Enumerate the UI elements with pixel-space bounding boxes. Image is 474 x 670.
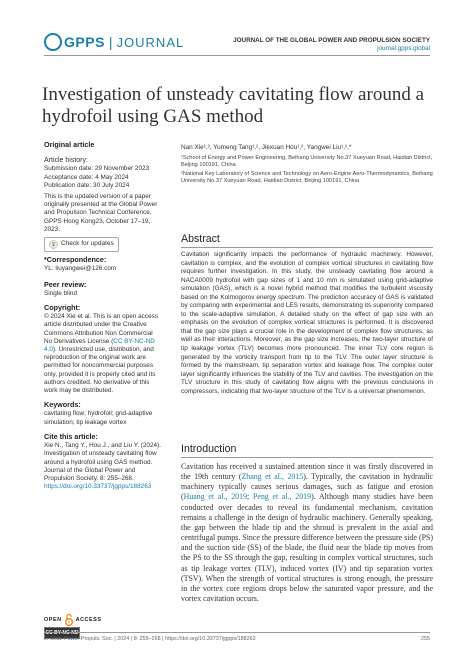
check-updates-icon bbox=[49, 240, 58, 249]
logo-separator: | bbox=[108, 34, 113, 50]
check-updates-label: Check for updates bbox=[61, 240, 114, 248]
abstract-heading: Abstract bbox=[181, 233, 220, 245]
check-updates-button[interactable] bbox=[44, 237, 119, 252]
journal-name: JOURNAL OF THE GLOBAL POWER AND PROPULSION SOCIETY bbox=[233, 37, 430, 44]
doi-link[interactable]: https://doi.org/10.33737/jgpps/188263 bbox=[44, 483, 152, 491]
abstract-text: Cavitation significantly impacts the performance of hydraulic machinery. However, cavitation is complex, and the evolution of complex vortical structures in cavitating flow requires further investigation. In this study, the unsteady cavitating flow around a NACA0009 hydrofoil with gap sizes of 1 and 10 mm is simulated using grid-adaptive simulation (GAS), which is a novel hybrid method that modifies the turbulent viscosity based on the Kolmogorov energy spectrum. The prediction accuracy of GAS is validated by comparing with experimental and LES results, demonstrating its superiority compared to the scale-adaptive simulation. A detailed study on the effect of gap size with an emphasis on the evolution of complex vortical structures is performed. It is discovered that the gap size plays a crucial role in the development of complex flow structures, as well as their interactions. Moreover, as the gap size increases, the two-layer structure of tip leakage vortex (TLV) becomes more pronounced. The inner TLV core region is generated by the vorticity transport from tip to the TLV. The outer layer structure is formed by the mainstream, tip separation vortex and leakage flow. The complex outer layer significantly influences the stability of the TLV and cavities. The investigation on the TLV structure in this study of cavitating flow aligns with the previous conclusions in compressors, indicating that two-layer structure of the TLV is a universal phenomenon. bbox=[181, 251, 433, 395]
author-list: Nan Xie¹,², Yumeng Tang¹,², Jiexuan Hou¹,², Yangwei Liu¹,²,* bbox=[181, 144, 352, 151]
introduction-heading: Introduction bbox=[181, 443, 237, 455]
article-title: Investigation of unsteady cavitating flow around a hydrofoil using GAS method bbox=[42, 84, 425, 127]
license-link[interactable]: CC BY-NC-ND 4.0 bbox=[44, 337, 155, 354]
page-number: 255 bbox=[421, 636, 430, 642]
copyright-heading: Copyright: bbox=[44, 303, 81, 313]
citation-huang-2019[interactable]: Huang et al., 2019 bbox=[183, 492, 248, 502]
keywords-heading: Keywords: bbox=[44, 400, 81, 410]
copyright-part-a: © 2024 Xie et al. This is an open access article distributed under the Creative Commons Attribution Non Commercial No Derivatives License ( bbox=[44, 313, 159, 345]
correspondence-heading: *Correspondence: bbox=[44, 255, 107, 265]
introduction-text bbox=[181, 462, 433, 604]
cc-license-badge[interactable]: CC BY-NC-ND bbox=[44, 627, 80, 639]
article-type: Original article bbox=[44, 140, 95, 149]
intro-part-2: ). Typically, the cavitation in hydraulic machinery typically causes serious damages, such as fatigue and erosion ( bbox=[181, 472, 433, 502]
publication-date: Publication date: 30 July 2024 bbox=[44, 181, 130, 189]
intro-part-1: Cavitation has received a sustained attention since it was firstly discovered in the 19th century ( bbox=[181, 462, 433, 482]
copyright-text bbox=[44, 313, 162, 395]
open-access-badge bbox=[44, 613, 102, 626]
footer-rule bbox=[44, 632, 430, 633]
keywords-text: cavitating flow; hydrofoil; grid-adaptive simulation; tip leakage vortex bbox=[44, 410, 153, 426]
citation-peng-2019[interactable]: Peng et al., 2019 bbox=[252, 492, 312, 502]
intro-part-4: ). Although many studies have been conducted over decades to reveal its fundamental mechanism, cavitation remains a challenge in the design of hydraulic machinery. Generally speaking, the gap between the blade tip and the shroud is prevalent in the axial and centrifugal pumps. Since the pressure difference between the pressure side (PS) and the suction side (SS) of the blade, the fluid near the blade tip moves from the PS to the SS through the gap, resulting in complex vortical structures, such as tip leakage vortex (TLV), induced vortex (IV) and tip separation vortex (TSV). When the strength of vortical structures is strong enough, the pressure in the vortex core regions drops below the saturated vapor pressure, and the vortex cavitation occurs. bbox=[181, 492, 433, 604]
access-label: ACCESS bbox=[75, 616, 102, 623]
copyright-part-b: ). Unrestricted use, distribution, and reproduction of the original work are permitted for noncommercial purposes only, provided it is properly cited and its authors credited. No derivative of this work may be distributed. bbox=[44, 346, 156, 395]
peer-review-heading: Peer review: bbox=[44, 279, 87, 289]
abstract-rule bbox=[181, 247, 433, 248]
logo-text: GPPS bbox=[64, 34, 105, 50]
footer-citation: J. Glob. Power Propuls. Soc. | 2024 | 8: 255–268 | https://doi.org/10.33737/jgpps/188263 bbox=[44, 636, 256, 642]
citation-zhang-2015[interactable]: Zhang et al., 2015 bbox=[241, 472, 304, 482]
cite-heading: Cite this article: bbox=[44, 431, 98, 441]
open-label: OPEN bbox=[44, 616, 62, 623]
introduction-rule bbox=[181, 457, 433, 458]
affiliation-1: ¹School of Energy and Power Engineering, Beihang University No.37 Xueyuan Road, Haidian District, Beijing 100191, China bbox=[181, 155, 433, 168]
correspondence-email[interactable]: YL: liuyangwei@126.com bbox=[44, 265, 117, 273]
acceptance-date: Acceptance date: 4 May 2024 bbox=[44, 173, 129, 181]
header-rule bbox=[44, 55, 430, 56]
affiliation-2: ²National Key Laboratory of Science and Technology on Aero-Engine Aero-Thermodynamics, Beihang University No.37 Xueyuan Road, Haidian District, Beijing 100191, China bbox=[181, 171, 433, 184]
conference-note: This is the updated version of a paper originally presented at the Global Power and Propulsion Technical Conference, GPPS Hong Kong23, October 17–19, 2023. bbox=[44, 193, 158, 233]
journal-url[interactable]: journal.gpps.global bbox=[377, 45, 430, 52]
gpps-logo-icon bbox=[44, 33, 62, 51]
cite-body: Xie N., Tang Y., Hou J., and Liu Y. (2024). Investigation of unsteady cavitating flow around a hydrofoil using GAS method. Journal of the Global Power and Propulsion Society. 8: 255–268. bbox=[44, 442, 162, 482]
journal-logo bbox=[44, 33, 184, 51]
cite-text bbox=[44, 442, 162, 491]
intro-part-3: ; bbox=[247, 492, 253, 502]
submission-date: Submission date: 29 November 2023 bbox=[44, 165, 150, 173]
history-heading: Article history: bbox=[44, 157, 88, 165]
logo-journal: JOURNAL bbox=[116, 34, 185, 50]
peer-review-value: Single blind bbox=[44, 289, 78, 297]
left-column bbox=[44, 141, 162, 491]
open-access-lock-icon bbox=[64, 613, 74, 626]
